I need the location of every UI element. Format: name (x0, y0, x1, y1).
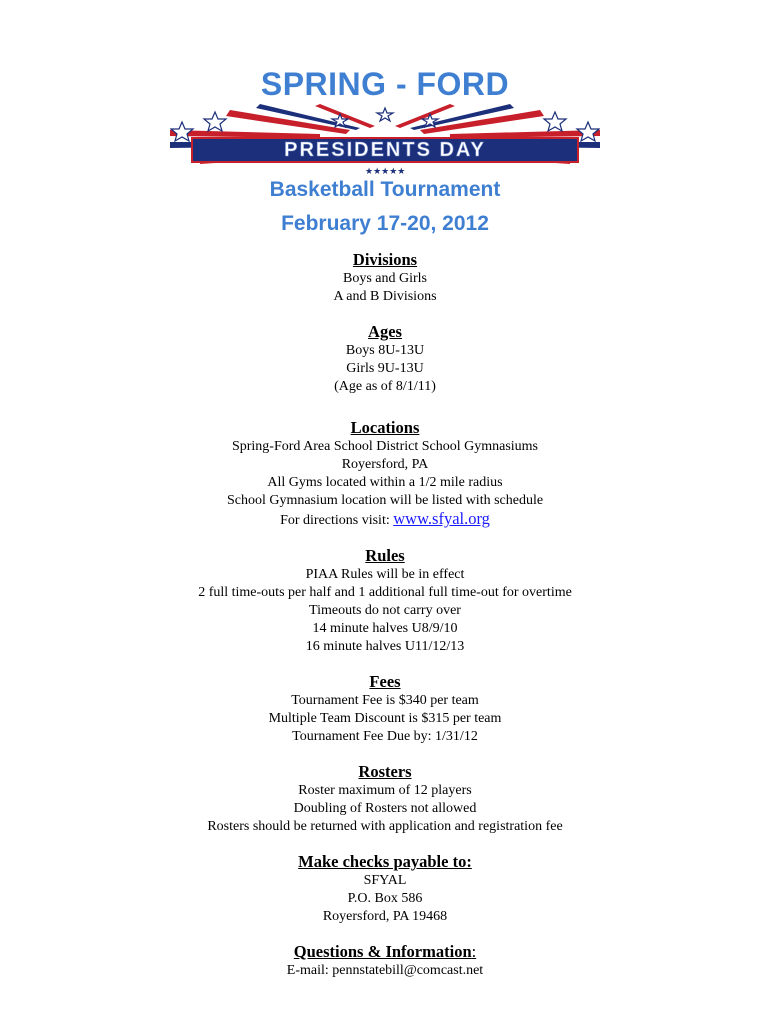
fees-section (0, 672, 770, 746)
checks-line: SFYAL (363, 873, 407, 888)
sfyal-website-link[interactable]: www.sfyal.org (393, 509, 490, 528)
rules-section (0, 546, 770, 656)
rules-line: 2 full time-outs per half and 1 additional full time-out for overtime (198, 585, 572, 600)
fees-line: Tournament Fee is $340 per team (291, 693, 479, 708)
locations-line: Spring-Ford Area School District School Gymnasiums (231, 439, 539, 454)
rosters-line: Rosters should be returned with application and registration fee (207, 819, 563, 834)
rules-line: Timeouts do not carry over (309, 603, 461, 618)
ages-section (0, 322, 770, 396)
locations-section (0, 418, 770, 530)
directions-label: For directions visit: (280, 513, 394, 528)
rules-heading: Rules (365, 546, 405, 565)
rosters-section (0, 762, 770, 836)
rules-line: PIAA Rules will be in effect (305, 567, 465, 582)
questions-section (0, 942, 770, 980)
locations-line: Royersford, PA (341, 457, 429, 472)
tournament-details (0, 250, 770, 980)
checks-section (0, 852, 770, 926)
rosters-heading: Rosters (358, 762, 412, 781)
presidents-day-logo (170, 104, 600, 176)
rosters-line: Doubling of Rosters not allowed (293, 801, 477, 816)
subtitle-dates: February 17-20, 2012 (281, 212, 489, 235)
rosters-line: Roster maximum of 12 players (298, 783, 472, 798)
fees-heading: Fees (369, 672, 401, 691)
directions-line (0, 510, 770, 530)
fees-line: Multiple Team Discount is $315 per team (268, 711, 502, 726)
checks-line: Royersford, PA 19468 (322, 909, 448, 924)
divisions-heading: Divisions (352, 250, 418, 269)
checks-heading: Make checks payable to: (298, 852, 472, 871)
rules-line: 16 minute halves U11/12/13 (305, 639, 465, 654)
questions-heading: Questions & Information: (293, 942, 477, 961)
locations-line: All Gyms located within a 1/2 mile radius (267, 475, 503, 490)
fees-line: Tournament Fee Due by: 1/31/12 (292, 729, 478, 744)
page-title: SPRING - FORD (260, 66, 510, 102)
divisions-section (0, 250, 770, 306)
logo-banner-text: PRESIDENTS DAY (284, 139, 486, 161)
locations-line: School Gymnasium location will be listed with schedule (226, 493, 544, 508)
locations-heading: Locations (350, 418, 420, 437)
ages-line: Girls 9U-13U (346, 361, 424, 376)
contact-email: E-mail: pennstatebill@comcast.net (286, 963, 484, 978)
divisions-line: A and B Divisions (333, 289, 437, 304)
rules-line: 14 minute halves U8/9/10 (312, 621, 458, 636)
divisions-line: Boys and Girls (343, 271, 427, 286)
svg-text:★★★★★: ★★★★★ (365, 167, 406, 176)
ages-heading: Ages (368, 322, 402, 341)
checks-line: P.O. Box 586 (347, 891, 423, 906)
ages-line: (Age as of 8/1/11) (334, 379, 436, 394)
subtitle-tournament: Basketball Tournament (269, 178, 501, 201)
ages-line: Boys 8U-13U (345, 343, 425, 358)
